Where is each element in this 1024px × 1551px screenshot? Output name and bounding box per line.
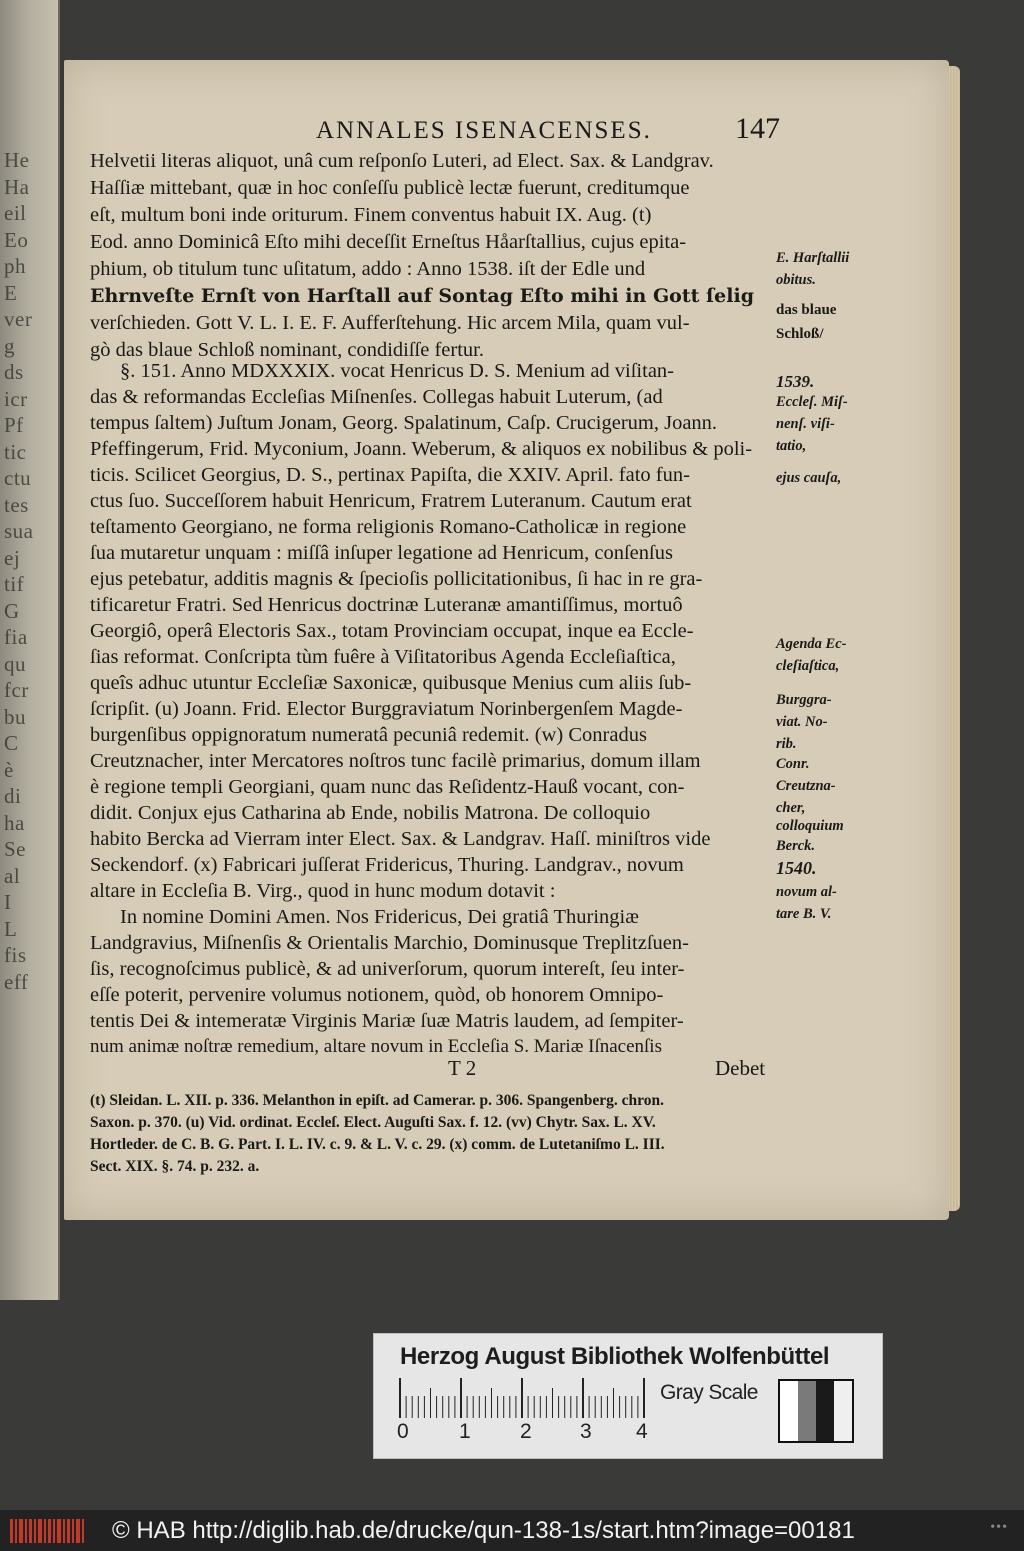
body-line: tificaretur Fratri. Sed Henricus doctrinæ Luteranæ amantiſſimus, mortuô [90,594,683,616]
body-line: altare in Eccleſia B. Virg., quod in hunc modum dotavit : [90,880,556,902]
previous-page-text-fragment: fia [4,625,28,649]
ruler-ticks [398,1378,658,1418]
body-line: è regione templi Georgiani, quam nunc das Reſidentz-Hauß vocant, con- [90,776,685,798]
body-line: gò das blaue Schloß nominant, condidiſſe fertur. [90,339,484,361]
body-line: Haſſiæ mittebant, quæ in hoc conſeſſu publicè lectæ fuerunt, creditumque [90,177,690,199]
previous-page-text-fragment: ej [4,545,21,570]
previous-page-text-fragment: L [4,916,18,941]
previous-page-text-fragment: è [4,757,14,782]
footnote-line: Saxon. p. 370. (u) Vid. ordinat. Eccleſ. Elect. Auguſti Sax. f. 12. (vv) Chytr. Sax. L. XV. [90,1114,656,1131]
margin-note: rib. [776,736,797,752]
body-line: phium, ob titulum tunc uſitatum, addo : Anno 1538. iſt der Edle und [90,258,646,280]
previous-page-text-fragment: Ha [4,174,30,199]
margin-note: Schloß/ [776,326,824,342]
body-line: Ehrnveſte Ernſt von Harſtall auf Sontag Eſto mihi in Gott ſelig [90,285,754,307]
previous-page-text-fragment: sua [4,519,34,543]
body-line: Landgravius, Miſnenſis & Orientalis Marchio, Dominusque Treplitzſuen- [90,932,689,954]
viewer-footer [0,1510,1024,1551]
margin-note: Eccleſ. Miſ- [776,394,848,410]
previous-page-edge [0,0,60,1300]
previous-page-text-fragment: tes [4,492,29,517]
previous-page-text-fragment: ver [4,307,33,331]
previous-page-text-fragment: E [4,280,18,305]
previous-page-text-fragment: Eo [4,227,29,252]
previous-page-text-fragment: icr [4,386,28,411]
body-line: tentis Dei & intemeratæ Virginis Mariæ ſuæ Matris laudem, ad ſempiter- [90,1010,684,1032]
body-line: Georgiô, operâ Electoris Sax., totam Provinciam occupat, inque ea Eccle- [90,620,694,642]
previous-page-text-fragment: ph [4,254,26,278]
body-line: ſias reformat. Conſcripta tùm fuêre à Viſitatoribus Agenda Eccleſiaſtica, [90,646,676,668]
previous-page-text-fragment: ds [4,360,24,384]
previous-page-text-fragment: eil [4,201,27,225]
previous-page-text-fragment: al [4,863,21,888]
body-line: Helvetii literas aliquot, unâ cum reſponſo Luteri, ad Elect. Sax. & Landgrav. [90,150,714,172]
previous-page-text-fragment: fis [4,943,27,967]
ruler-number: 0 [397,1420,409,1443]
body-line: Creutznacher, inter Mercatores noſtros tunc facilè primarius, domum illam [90,750,701,772]
body-line: Eod. anno Dominicâ Eſto mihi deceſſit Erneſtus Håarſtallius, cujus epita- [90,231,687,253]
footnote-line: (t) Sleidan. L. XII. p. 336. Melanthon in epiſt. ad Camerar. p. 306. Spangenberg. chron. [90,1092,664,1109]
running-head: ANNALES ISENACENSES. [316,117,652,144]
body-line: Pfeffingerum, Frid. Myconium, Joann. Weberum, & aliquos ex nobilibus & poli- [90,438,753,460]
ruler-number: 1 [459,1420,471,1443]
margin-note: tare B. V. [776,906,832,922]
footnote-line: Hortleder. de C. B. G. Part. I. L. IV. c. 9. & L. V. c. 29. (x) comm. de Lutetaniſmo L. III. [90,1136,665,1153]
footnote-line: Sect. XIX. §. 74. p. 232. a. [90,1158,260,1175]
gray-patch [798,1381,816,1441]
body-line: ticis. Scilicet Georgius, D. S., pertinax Papiſta, die XXIV. April. fato fun- [90,464,690,486]
margin-note: nenſ. viſi- [776,416,835,432]
previous-page-text-fragment: tif [4,572,25,596]
margin-note: cleſiaſtica, [776,658,840,674]
previous-page-text-fragment: g [4,333,15,358]
body-line: Seckendorf. (x) Fabricari juſſerat Fridericus, Thuring. Landgrav., novum [90,854,684,876]
body-line: ctus ſuo. Succeſſorem habuit Henricum, Fratrem Luteranum. Cautum erat [90,490,692,512]
margin-note: Agenda Ec- [776,636,847,652]
body-line: eſſe poterit, pervenire volumus notionem, quòd, ob honorem Omnipo- [90,984,664,1006]
page-number: 147 [735,112,780,145]
previous-page-text-fragment: fcr [4,678,29,702]
body-line: burgenſibus oppignoratum numeratâ pecuniâ redemit. (w) Conradus [90,724,647,746]
margin-note: das blaue [776,302,837,318]
scale-ruler [398,1378,658,1418]
body-line: das & reformandas Eccleſias Miſnenſes. Collegas habuit Luterum, (ad [90,386,663,408]
margin-note: colloquium [776,818,844,834]
previous-page-text-fragment: di [4,784,22,808]
gray-scale-patches [778,1379,854,1443]
margin-note: tatio, [776,438,807,454]
previous-page-text-fragment: ha [4,810,25,835]
body-line: habito Bercka ad Vierram inter Elect. Sax. & Landgrav. Haſſ. miniſtros vide [90,828,711,850]
margin-note: 1539. [776,372,815,391]
body-line: §. 151. Anno MDXXXIX. vocat Henricus D. S. Menium ad viſitan- [120,360,675,382]
ruler-number: 2 [520,1420,532,1443]
gray-patch [780,1381,798,1441]
margin-note: Berck. [776,838,816,854]
library-name: Herzog August Bibliothek Wolfenbüttel [400,1343,830,1370]
gray-patch [816,1381,834,1441]
ruler-number: 3 [580,1420,592,1443]
margin-note: cher, [776,800,806,816]
margin-note: E. Harſtallii [776,250,850,266]
previous-page-text-fragment: Se [4,837,26,861]
body-line: ejus petebatur, additis magnis & ſpecioſis pollicitationibus, ſi hac in re gra- [90,568,703,590]
margin-note: Conr. [776,756,810,772]
body-line: tempus ſaltem) Juſtum Jonam, Georg. Spalatinum, Caſp. Crucigerum, Joann. [90,412,718,434]
margin-note: 1540. [776,858,817,878]
body-line: teſtamento Georgiano, ne forma religionis Romano-Catholicæ in regione [90,516,687,538]
gray-scale-label: Gray Scale [660,1381,758,1404]
previous-page-text-fragment: qu [4,651,26,676]
hab-barcode-logo-icon[interactable] [10,1517,90,1545]
gray-patch [834,1381,852,1441]
body-line: queîs adhuc utuntur Eccleſiæ Saxonicæ, quibusque Menius cum aliis ſub- [90,672,692,694]
body-line: ſis, recognoſcimus publicè, & ad univerſorum, quorum intereſt, ſeu inter- [90,958,685,980]
margin-note: viat. No- [776,714,828,730]
previous-page-text-fragment: G [4,598,20,623]
body-line: eſt, multum boni inde oriturum. Finem conventus habuit IX. Aug. (t) [90,204,652,226]
previous-page-text-fragment: ctu [4,466,32,490]
ruler-number: 4 [636,1420,648,1443]
margin-note: Creutzna- [776,778,836,794]
margin-note: obitus. [776,272,816,288]
body-line: ſua mutaretur unquam : miſſâ inſuper legatione ad Henricum, conſenſus [90,542,673,564]
previous-page-text-fragment: tic [4,439,27,464]
previous-page-text-fragment: eff [4,969,29,994]
previous-page-text-fragment: C [4,731,19,755]
color-target-card [373,1333,883,1459]
margin-note: Burggra- [776,692,832,708]
ellipsis-icon[interactable]: ••• [990,1520,1008,1535]
body-line: num animæ noſtræ remedium, altare novum in Eccleſia S. Mariæ Iſnacenſis [90,1036,662,1057]
previous-page-text-fragment: Pf [4,413,24,437]
previous-page-text-fragment: I [4,890,12,914]
previous-page-text-fragment: bu [4,704,26,729]
signature-mark: T 2 [448,1056,477,1080]
body-line: didit. Conjux ejus Catharina ab Ende, nobilis Matrona. De colloquio [90,802,651,824]
margin-note: novum al- [776,884,837,900]
body-line: In nomine Domini Amen. Nos Fridericus, Dei gratiâ Thuringiæ [120,906,639,928]
copyright-link[interactable]: © HAB http://diglib.hab.de/drucke/qun-138-1s/start.htm?image=00181 [112,1516,855,1544]
body-line: ſcripſit. (u) Joann. Frid. Elector Burggraviatum Norinbergenſem Magde- [90,698,683,720]
catchword: Debet [715,1056,766,1080]
previous-page-text-fragment: He [4,148,30,172]
body-line: verſchieden. Gott V. L. I. E. F. Aufferſtehung. Hic arcem Mila, quam vul- [90,312,690,334]
margin-note: ejus cauſa, [776,470,842,486]
